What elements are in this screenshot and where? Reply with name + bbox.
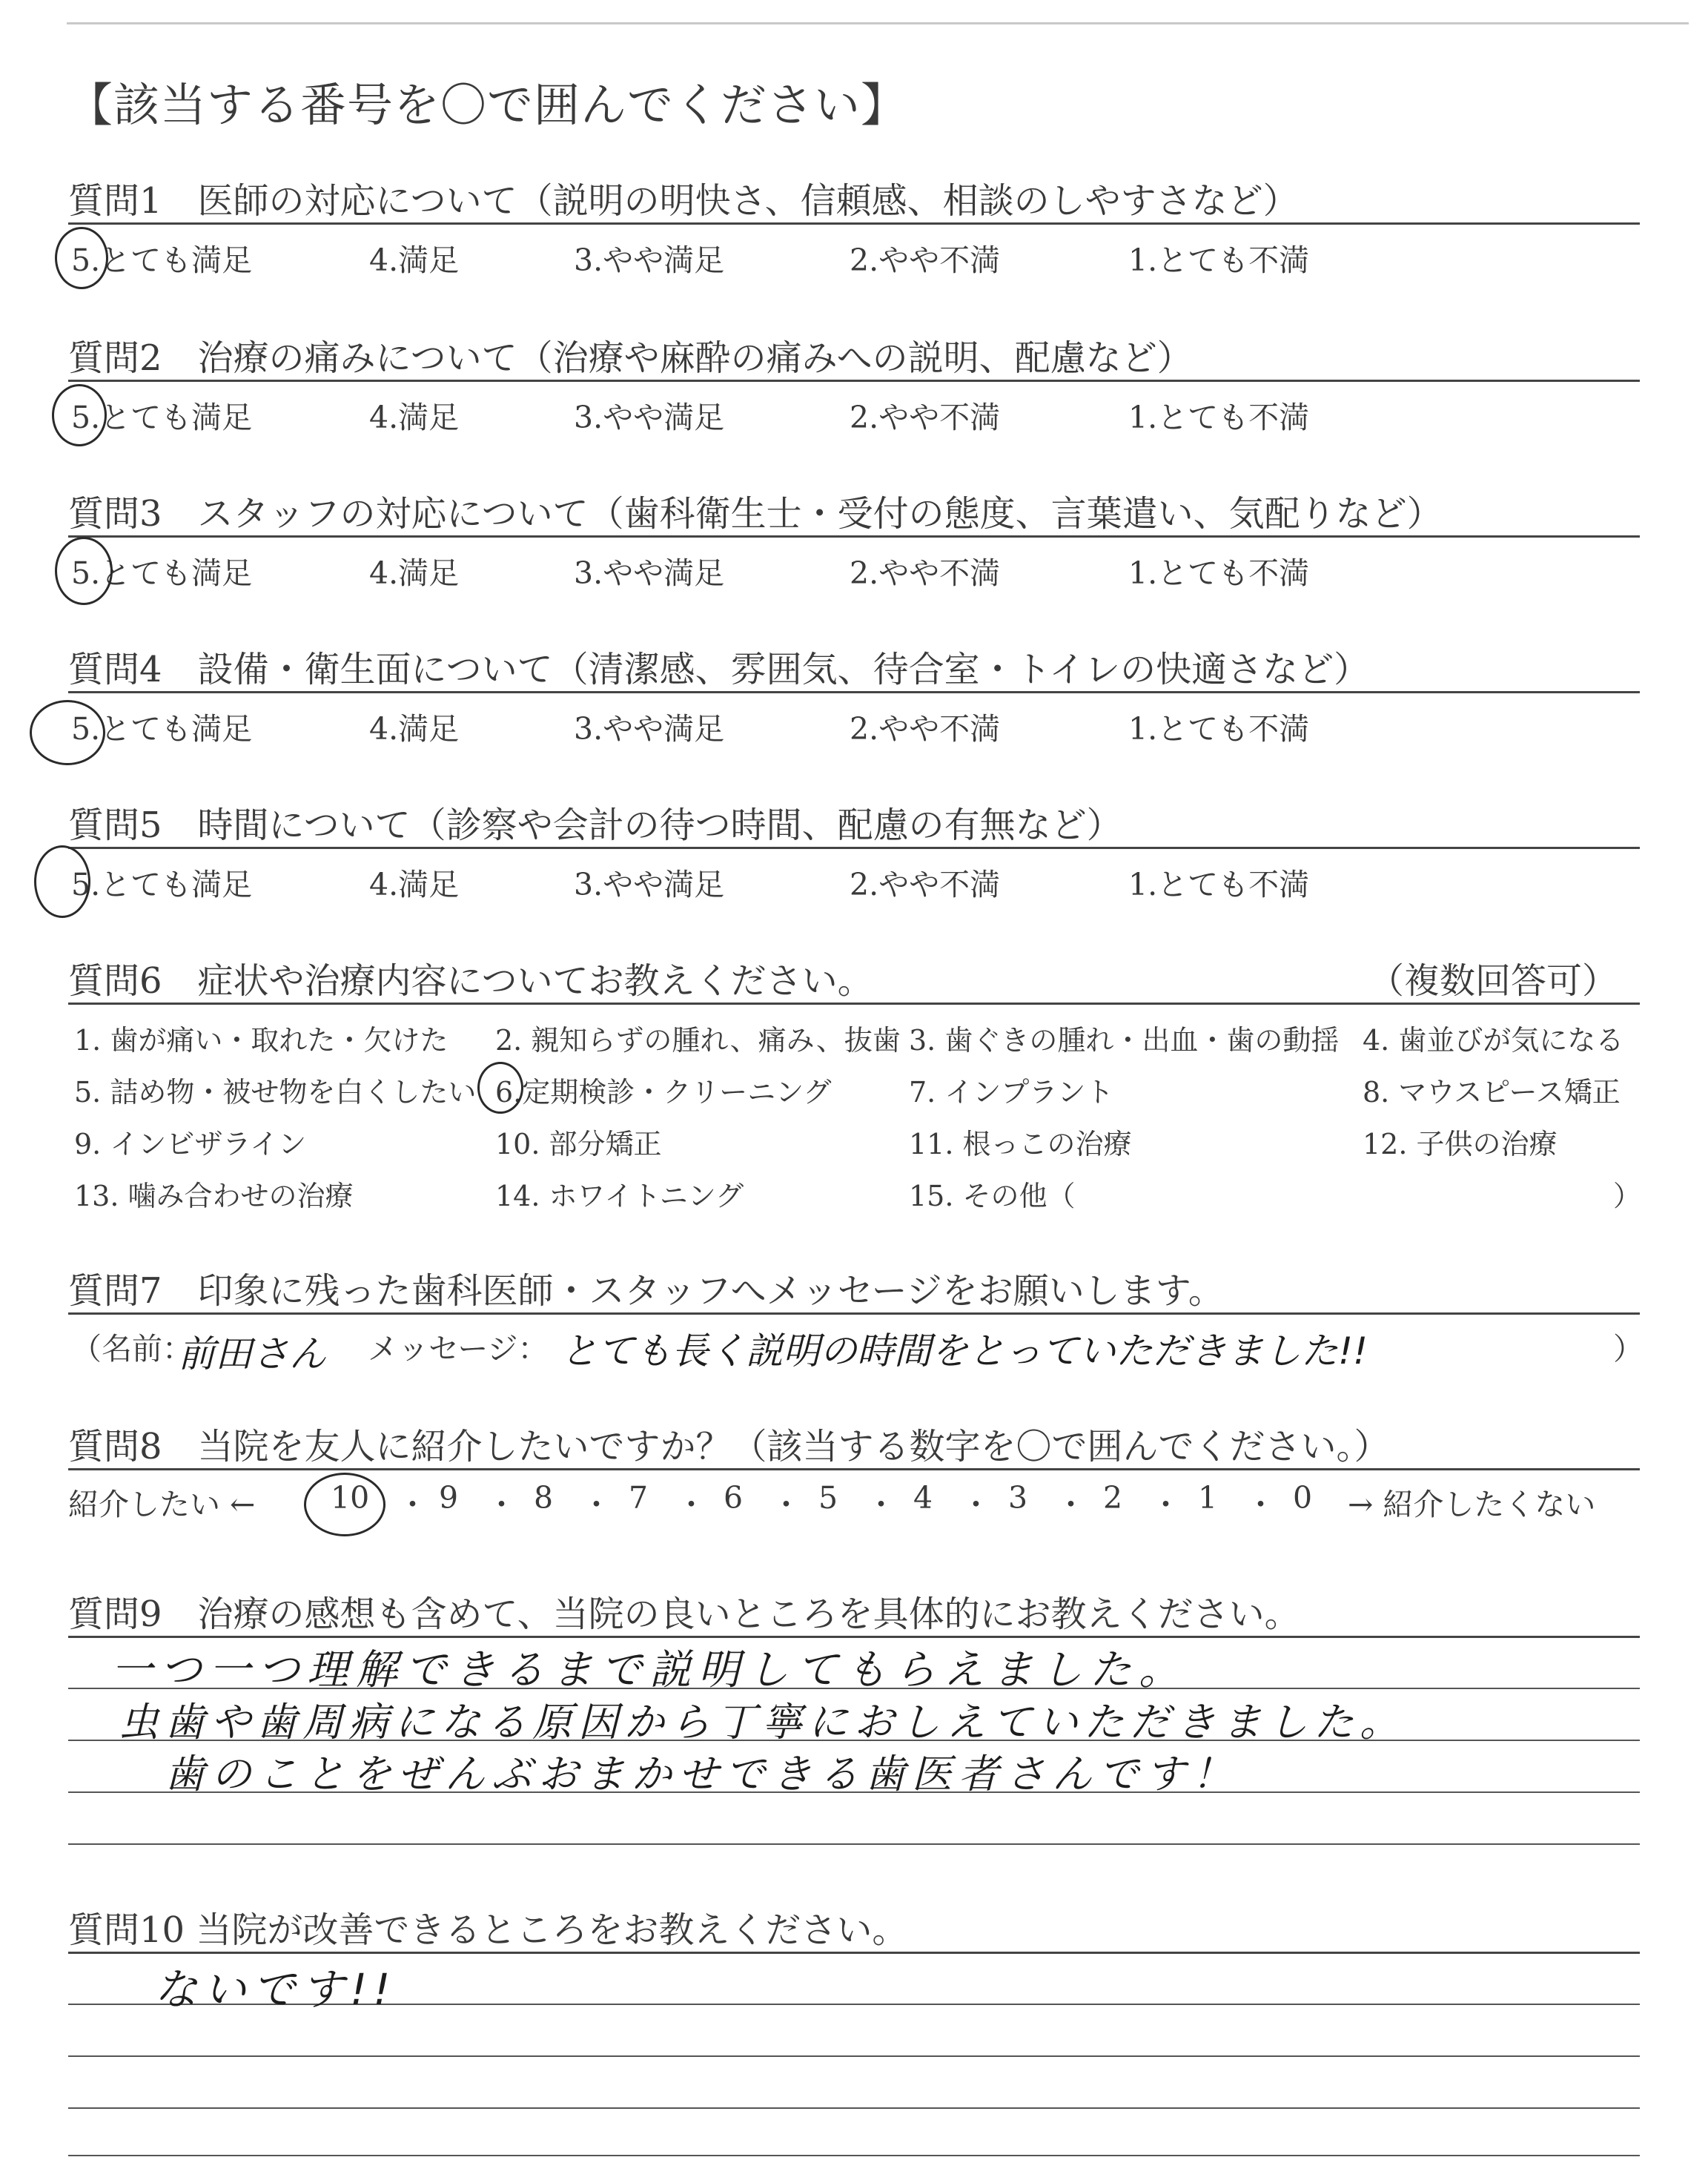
question-7-rule [68,1312,1640,1315]
q4-option-4[interactable]: 4.満足 [369,711,460,747]
question-6-note: （複数回答可） [1368,960,1618,1002]
q8-separator: ・ [397,1487,428,1522]
q5-option-3[interactable]: 3.やや満足 [574,867,725,902]
q3-option-5[interactable]: 5.とても満足 [71,555,253,591]
q8-left-label: 紹介したい ← [68,1487,256,1522]
q8-scale-0[interactable]: 0 [1293,1480,1313,1516]
q3-option-2[interactable]: 2.やや不満 [850,555,1001,591]
q6-item-2[interactable]: 2. 親知らずの腫れ、痛み、抜歯 [495,1024,901,1057]
q4-option-5[interactable]: 5.とても満足 [71,711,253,747]
q8-separator: ・ [676,1487,706,1522]
q8-scale-3[interactable]: 3 [1008,1480,1028,1516]
q4-option-3[interactable]: 3.やや満足 [574,711,725,747]
question-3-rule [68,535,1640,538]
q8-scale-1[interactable]: 1 [1198,1480,1218,1516]
form-title: 【該当する番号を〇で囲んでください】 [67,78,908,132]
q5-selection-circle [34,845,90,918]
q1-option-2[interactable]: 2.やや不満 [850,242,1001,278]
q2-option-2[interactable]: 2.やや不満 [850,400,1001,435]
q6-item-15[interactable]: 15. その他（ [909,1180,1076,1212]
q1-option-5[interactable]: 5.とても満足 [71,242,253,278]
q8-separator: ・ [486,1487,517,1522]
question-4-label: 質問4 設備・衛生面について（清潔感、雰囲気、待合室・トイレの快適さなど） [68,649,1370,690]
q5-option-2[interactable]: 2.やや不満 [850,867,1001,902]
q6-item-7[interactable]: 7. インプラント [909,1076,1114,1109]
q1-option-3[interactable]: 3.やや満足 [574,242,725,278]
q6-item-1[interactable]: 1. 歯が痛い・取れた・欠けた [74,1024,448,1057]
q4-selection-circle [30,700,105,765]
q4-option-1[interactable]: 1.とても不満 [1128,711,1310,747]
q2-option-3[interactable]: 3.やや満足 [574,400,725,435]
question-9-label: 質問9 治療の感想も含めて、当院の良いところを具体的にお教えください。 [68,1593,1300,1635]
q8-scale-9[interactable]: 9 [439,1480,459,1516]
q1-selection-circle [55,227,108,289]
q5-option-5[interactable]: 5.とても満足 [71,867,253,902]
q6-item-11[interactable]: 11. 根っこの治療 [909,1128,1132,1160]
question-10-label: 質問10 当院が改善できるところをお教えください。 [68,1909,908,1951]
q6-item-6[interactable]: 6.定期検診・クリーニング [495,1076,832,1109]
q6-item-10[interactable]: 10. 部分矯正 [495,1128,662,1160]
q9-answer-line-3[interactable]: 歯のことをぜんぶおまかせできる歯医者さんです！ [165,1751,1239,1797]
q3-option-3[interactable]: 3.やや満足 [574,555,725,591]
q8-scale-5[interactable]: 5 [818,1480,838,1516]
q4-option-2[interactable]: 2.やや不満 [850,711,1001,747]
question-1-rule [68,222,1640,225]
question-2-label: 質問2 治療の痛みについて（治療や麻酔の痛みへの説明、配慮など） [68,337,1193,379]
top-border [67,22,1689,24]
q8-separator: ・ [581,1487,612,1522]
q6-item-15-close: ） [1613,1180,1642,1212]
q8-scale-7[interactable]: 7 [629,1480,649,1516]
question-3-label: 質問3 スタッフの対応について（歯科衛生士・受付の態度、言葉遣い、気配りなど） [68,493,1443,535]
q6-item-3[interactable]: 3. 歯ぐきの腫れ・出血・歯の動揺 [909,1024,1340,1057]
q5-option-4[interactable]: 4.満足 [369,867,460,902]
q3-option-4[interactable]: 4.満足 [369,555,460,591]
question-6-label: 質問6 症状や治療内容についてお教えください。 [68,960,873,1002]
q8-scale-2[interactable]: 2 [1103,1480,1123,1516]
question-6-rule [68,1003,1640,1005]
q2-option-5[interactable]: 5.とても満足 [71,400,253,435]
q7-message-label: メッセージ： [368,1331,549,1367]
q6-selection-circle [477,1062,523,1114]
q8-separator: ・ [1151,1487,1181,1522]
q8-separator: ・ [866,1487,896,1522]
q8-scale-10[interactable]: 10 [331,1480,370,1516]
q7-message-value[interactable]: とても長く説明の時間をとっていただきました!! [560,1330,1368,1373]
q10-answer-line [68,2055,1640,2057]
q8-separator: ・ [961,1487,991,1522]
q8-separator: ・ [1056,1487,1086,1522]
q10-answer-line [68,2155,1640,2156]
q8-separator: ・ [771,1487,801,1522]
q6-item-4[interactable]: 4. 歯並びが気になる [1363,1024,1624,1057]
q6-item-13[interactable]: 13. 噛み合わせの治療 [74,1180,354,1212]
question-8-label: 質問8 当院を友人に紹介したいですか？（該当する数字を〇で囲んでください。） [68,1426,1390,1467]
question-2-rule [68,380,1640,382]
question-8-rule [68,1468,1640,1470]
q1-option-1[interactable]: 1.とても不満 [1128,242,1310,278]
question-5-rule [68,847,1640,849]
q6-item-14[interactable]: 14. ホワイトニング [495,1180,744,1212]
q8-selection-circle [304,1473,385,1536]
q8-right-label: → 紹介したくない [1348,1487,1596,1522]
q8-scale-4[interactable]: 4 [913,1480,933,1516]
q5-option-1[interactable]: 1.とても不満 [1128,867,1310,902]
q3-option-1[interactable]: 1.とても不満 [1128,555,1310,591]
q6-item-12[interactable]: 12. 子供の治療 [1363,1128,1558,1160]
question-4-rule [68,691,1640,693]
q7-close-paren: ） [1613,1331,1644,1367]
q9-answer-line-1[interactable]: 一つ一つ理解できるまで説明してもらえました。 [111,1646,1188,1694]
q2-option-4[interactable]: 4.満足 [369,400,460,435]
q1-option-4[interactable]: 4.満足 [369,242,460,278]
question-10-rule [68,1952,1640,1954]
q7-name-value[interactable]: 前田さん [178,1332,326,1375]
question-7-label: 質問7 印象に残った歯科医師・スタッフへメッセージをお願いします。 [68,1270,1224,1312]
q7-name-label: （名前： [71,1331,193,1367]
q2-option-1[interactable]: 1.とても不満 [1128,400,1310,435]
q8-scale-8[interactable]: 8 [534,1480,554,1516]
q6-item-5[interactable]: 5. 詰め物・被せ物を白くしたい [74,1076,477,1109]
q3-selection-circle [55,537,113,605]
q10-answer-line [68,2107,1640,2109]
question-5-label: 質問5 時間について（診察や会計の待つ時間、配慮の有無など） [68,805,1122,846]
q8-separator: ・ [1245,1487,1276,1522]
q2-selection-circle [52,384,107,446]
q9-answer-line-2[interactable]: 虫歯や歯周病になる原因から丁寧におしえていただきました。 [119,1699,1406,1745]
q6-item-8[interactable]: 8. マウスピース矯正 [1363,1076,1621,1109]
q9-answer-line [68,1843,1640,1845]
question-1-label: 質問1 医師の対応について（説明の明快さ、信頼感、相談のしやすさなど） [68,180,1299,222]
q8-scale-6[interactable]: 6 [724,1480,744,1516]
q6-item-9[interactable]: 9. インビザライン [74,1128,307,1160]
q10-answer-line-1[interactable]: ないです!! [154,1964,397,2015]
